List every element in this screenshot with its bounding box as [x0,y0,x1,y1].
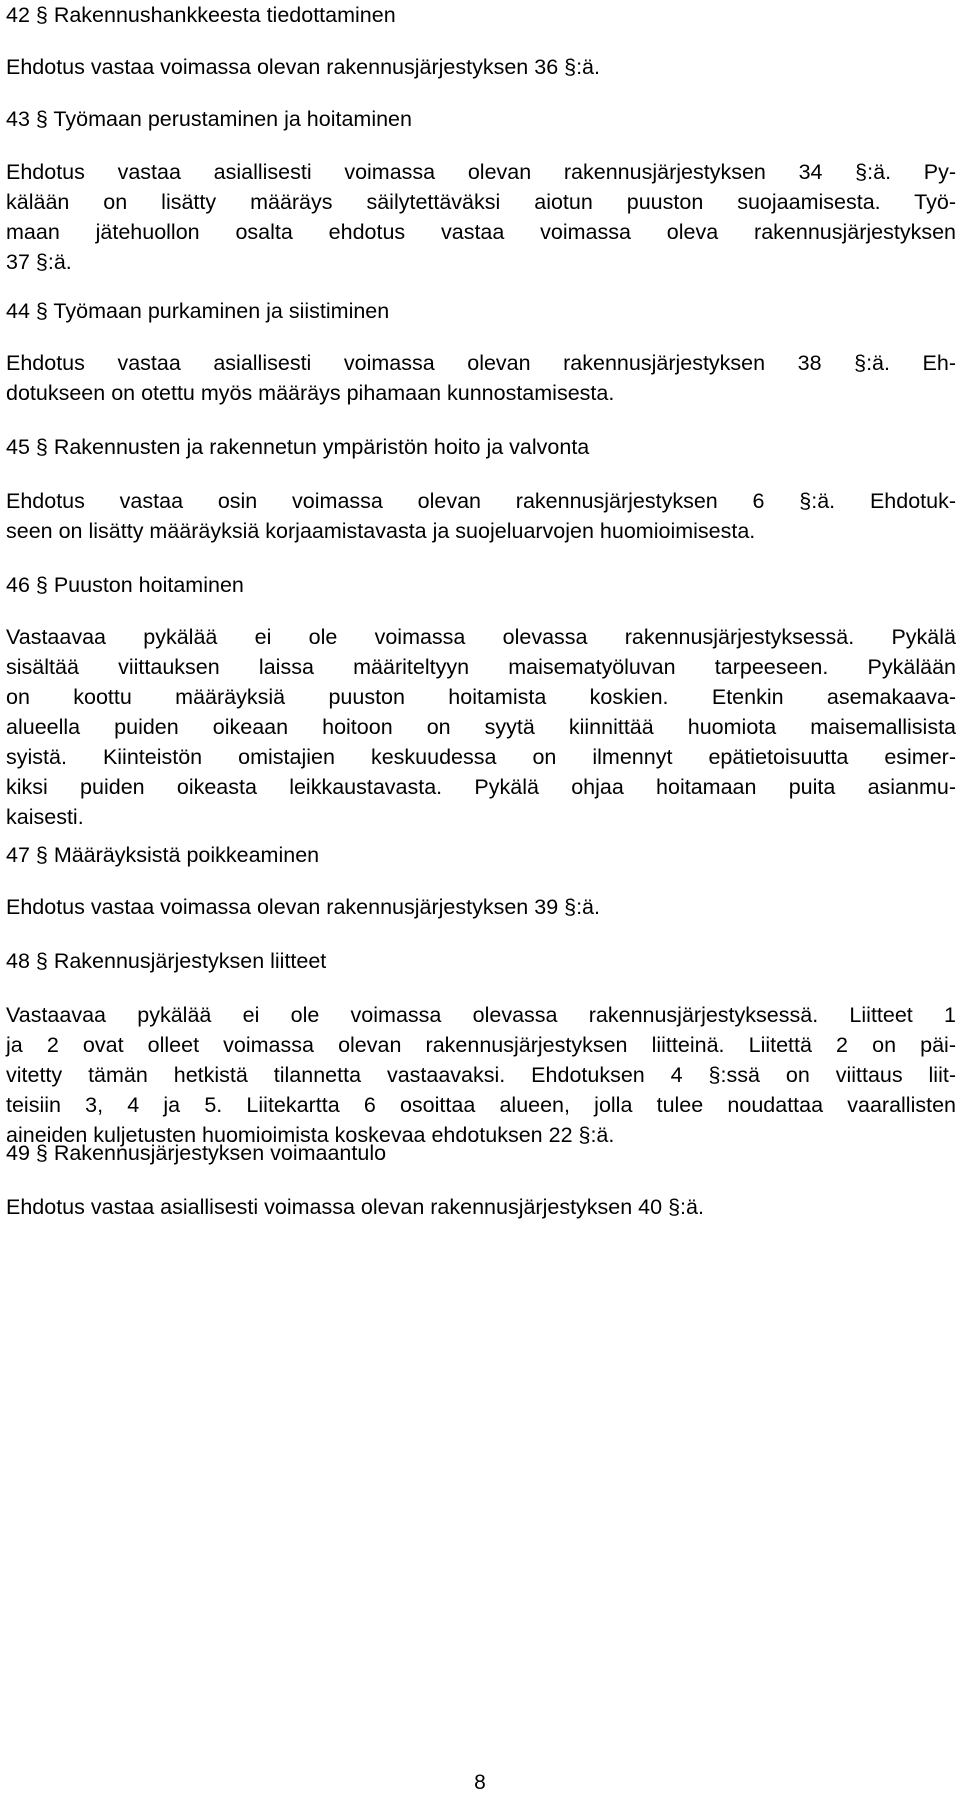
body-line: kälään on lisätty määräys säilytettäväksi aiotun puuston suojaamisesta. Työ- [6,190,956,214]
section-body-43 [6,157,956,277]
body-line: kaisesti. [6,805,84,829]
section-heading-44: 44 § Työmaan purkaminen ja siistiminen [6,299,390,323]
section-heading-45: 45 § Rakennusten ja rakennetun ympäristön hoito ja valvonta [6,435,590,459]
body-line: sisältää viittauksen laissa määriteltyyn maisematyöluvan tarpeeseen. Pykälään [6,655,956,679]
section-heading-42: 42 § Rakennushankkeesta tiedottaminen [6,3,396,27]
body-line: on koottu määräyksiä puuston hoitamista koskien. Etenkin asemakaava- [6,685,956,709]
section-heading-47: 47 § Määräyksistä poikkeaminen [6,843,320,867]
section-heading-43: 43 § Työmaan perustaminen ja hoitaminen [6,107,412,131]
body-line: Ehdotus vastaa asiallisesti voimassa olevan rakennusjärjestyksen 34 §:ä. Py- [6,160,956,184]
section-heading-49: 49 § Rakennusjärjestyksen voimaantulo [6,1141,387,1165]
section-body-44 [6,348,956,408]
body-line: 37 §:ä. [6,250,72,274]
body-line: dotukseen on otettu myös määräys pihamaan kunnostamisesta. [6,381,615,405]
body-line: aineiden kuljetusten huomioimista koskevaa ehdotuksen 22 §:ä. [6,1123,615,1147]
body-line: Vastaavaa pykälää ei ole voimassa olevassa rakennusjärjestyksessä. Liitteet 1 [6,1003,956,1027]
section-body-48 [6,1000,956,1150]
section-body-49 [6,1192,956,1222]
body-line: seen on lisätty määräyksiä korjaamistavasta ja suojeluarvojen huomioimisesta. [6,519,756,543]
body-line: syistä. Kiinteistön omistajien keskuudessa on ilmennyt epätietoisuutta esimer- [6,745,956,769]
body-line: vitetty tämän hetkistä tilannetta vastaavaksi. Ehdotuksen 4 §:ssä on viittaus liit- [6,1063,956,1087]
page-number: 8 [474,1771,486,1794]
body-line: Ehdotus vastaa asiallisesti voimassa olevan rakennusjärjestyksen 40 §:ä. [6,1195,704,1219]
section-heading-46: 46 § Puuston hoitaminen [6,573,244,597]
section-body-46 [6,622,956,832]
body-line: Ehdotus vastaa osin voimassa olevan rakennusjärjestyksen 6 §:ä. Ehdotuk- [6,489,956,513]
body-line: kiksi puiden oikeasta leikkaustavasta. Pykälä ohjaa hoitamaan puita asianmu- [6,775,956,799]
body-line: maan jätehuollon osalta ehdotus vastaa voimassa oleva rakennusjärjestyksen [6,220,956,244]
body-line: alueella puiden oikeaan hoitoon on syytä kiinnittää huomiota maisemallisista [6,715,956,739]
body-line: Ehdotus vastaa voimassa olevan rakennusjärjestyksen 36 §:ä. [6,55,600,79]
body-line: Ehdotus vastaa voimassa olevan rakennusjärjestyksen 39 §:ä. [6,895,600,919]
section-body-42 [6,52,956,82]
body-line: ja 2 ovat olleet voimassa olevan rakennusjärjestyksen liitteinä. Liitettä 2 on päi- [6,1033,956,1057]
section-heading-48: 48 § Rakennusjärjestyksen liitteet [6,949,327,973]
body-line: Vastaavaa pykälää ei ole voimassa olevassa rakennusjärjestyksessä. Pykälä [6,625,956,649]
body-line: teisiin 3, 4 ja 5. Liitekartta 6 osoittaa alueen, jolla tulee noudattaa vaarallisten [6,1093,956,1117]
body-line: Ehdotus vastaa asiallisesti voimassa olevan rakennusjärjestyksen 38 §:ä. Eh- [6,351,956,375]
section-body-47 [6,892,956,922]
section-body-45 [6,486,956,546]
